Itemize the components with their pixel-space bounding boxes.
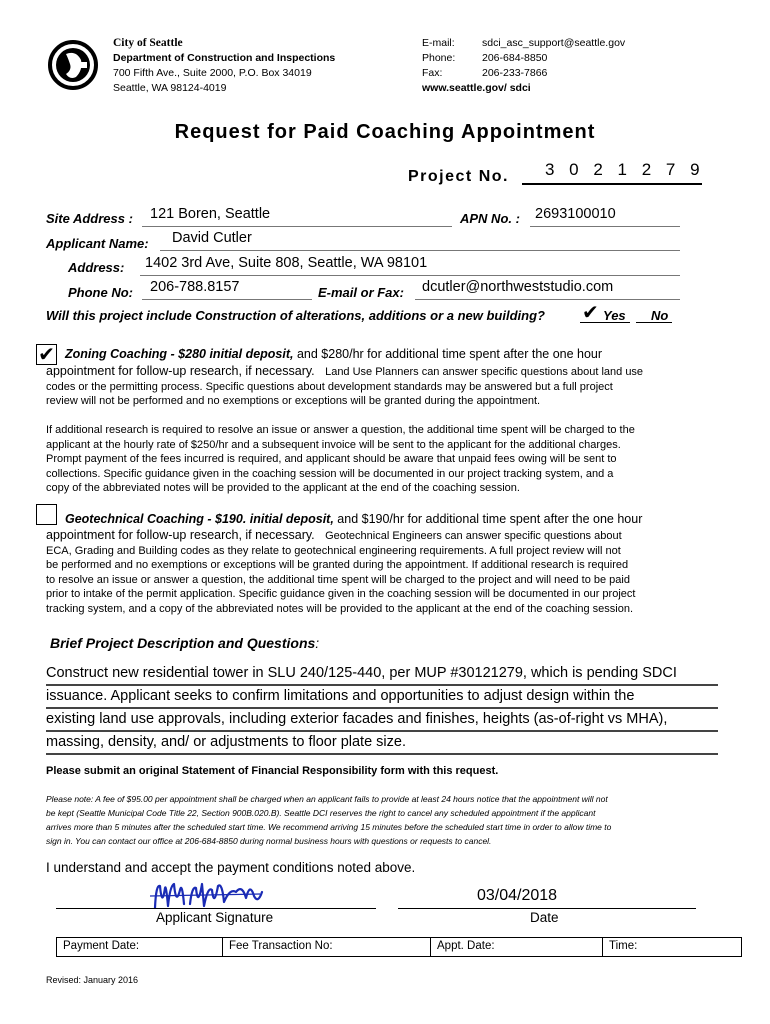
project-no-underline [522, 183, 702, 185]
site-address-label: Site Address : [46, 211, 133, 226]
construction-question: Will this project include Construction of alterations, additions or a new building? [46, 308, 545, 323]
yes-option[interactable]: Yes [603, 308, 626, 323]
geotech-checkbox[interactable] [36, 504, 57, 525]
signature-line [56, 908, 376, 909]
address-field[interactable]: 1402 3rd Ave, Suite 808, Seattle, WA 98101 [145, 255, 428, 271]
payment-date-cell[interactable]: Payment Date: [57, 938, 223, 956]
phone-no-field[interactable]: 206-788.8157 [150, 279, 240, 295]
time-cell[interactable]: Time: [609, 940, 638, 952]
site-address-field[interactable]: 121 Boren, Seattle [150, 206, 271, 222]
applicant-name-underline [160, 250, 680, 251]
description-field[interactable] [46, 663, 718, 755]
geotech-description: appointment for follow-up research, if necessary. Geotechnical Engineers can answer specific questions about ECA, Grading and Building codes as they relate to geotechnical engineering requirements. A full project review will not be performed and no exemptions or exceptions will be granted during the appointment. If additional research is required to resolve an issue or answer a question, the additional time spent will be charged to the project and will need to be paid prior to intake of the permit application. Specific guidance given in the coaching session will be documented in our project tracking system, and a copy of the abbreviated notes will be provided to the applicant at the end of the coaching session. [46, 528, 636, 615]
fee-note: Please note: A fee of $95.00 per appointment shall be charged when an applicant fails to provide at least 24 hours notice that the appointment will not be kept (Seattle Municipal Code Title 22, Section 900B.020.B). Seattle DCI reserves the right to cancel any scheduled appointment if the applicant arrives more than 5 minutes after the scheduled start time. We recommend arriving 15 minutes before the scheduled start time in order to allow time to sign in. You can contact our office at 206-684-8850 during normal business hours with questions or requests to cancel. [46, 794, 612, 846]
zoning-checkbox[interactable] [36, 344, 57, 365]
applicant-name-label: Applicant Name: [46, 236, 149, 251]
phone-label: Phone: [422, 52, 456, 64]
applicant-name-field[interactable]: David Cutler [172, 230, 252, 246]
contact-block [422, 36, 625, 96]
email-label: E-mail: [422, 37, 455, 49]
org-city-zip: Seattle, WA 98124-4019 [113, 82, 227, 94]
revised-footer: Revised: January 2016 [46, 975, 139, 985]
fax-label: Fax: [422, 67, 443, 79]
apn-underline [530, 226, 680, 227]
applicant-signature-label: Applicant Signature [156, 910, 274, 925]
accept-statement: I understand and accept the payment conditions noted above. [46, 860, 416, 875]
geotech-title-rest: and $190/hr for additional time spent after the one hour [333, 512, 643, 526]
date-line [398, 908, 696, 909]
phone-value: 206-684-8850 [482, 52, 548, 64]
apn-label: APN No. : [460, 211, 520, 226]
email-fax-field[interactable]: dcutler@northweststudio.com [422, 279, 614, 295]
org-block [113, 36, 335, 96]
project-no-field[interactable]: 3 0 2 1 2 7 9 [545, 160, 705, 179]
project-no-label: Project No. [408, 168, 509, 185]
site-address-underline [142, 226, 452, 227]
no-underline [636, 322, 672, 323]
appt-date-cell[interactable]: Appt. Date: [431, 938, 603, 956]
date-label: Date [530, 910, 559, 925]
form-title: Request for Paid Coaching Appointment [174, 121, 596, 143]
signature-date-field[interactable]: 03/04/2018 [477, 887, 558, 904]
website-link[interactable]: www.seattle.gov/ sdci [422, 82, 531, 94]
zoning-additional-research: If additional research is required to resolve an issue or answer a question, the additional time spent will be charged to the applicant at the hourly rate of $250/hr and a subsequent invoice will be sent to the applicant for the additional charges. Prompt payment of the fees incurred is required, and applicant should be aware that unpaid fees owing will be sent to collections. Specific guidance given in the coaching session will be documented in our project tracking system, and a copy of the abbreviated notes will be provided to the applicant at the end of the coaching session. [46, 424, 635, 495]
address-label: Address: [68, 260, 125, 275]
apn-field[interactable]: 2693100010 [535, 206, 616, 222]
fee-transaction-cell[interactable]: Fee Transaction No: [223, 938, 431, 956]
description-line-3: existing land use approvals, including exterior facades and finishes, heights (as-of-right vs MHA), [46, 709, 718, 732]
phone-no-underline [142, 299, 312, 300]
no-option[interactable]: No [651, 308, 669, 323]
zoning-check-icon: ✔ [38, 344, 55, 366]
org-department: Department of Construction and Inspections [113, 52, 336, 64]
org-city: City of Seattle [113, 37, 183, 49]
email-value[interactable]: sdci_asc_support@seattle.gov [482, 37, 626, 49]
seattle-logo-icon [48, 40, 98, 90]
submit-note: Please submit an original Statement of Financial Responsibility form with this request. [46, 765, 499, 777]
office-use-table [56, 937, 742, 957]
description-line-4: massing, density, and/ or adjustments to floor plate size. [46, 732, 718, 755]
email-fax-label: E-mail or Fax: [318, 285, 404, 300]
zoning-title-line [65, 347, 602, 361]
geotech-title-line [65, 512, 642, 526]
description-heading: Brief Project Description and Questions: [50, 635, 320, 651]
email-fax-underline [415, 299, 680, 300]
phone-no-label: Phone No: [68, 285, 133, 300]
yes-underline [580, 322, 630, 323]
zoning-title: Zoning Coaching - $280 initial deposit, [65, 347, 294, 361]
org-address: 700 Fifth Ave., Suite 2000, P.O. Box 34019 [113, 67, 312, 79]
description-line-2: issuance. Applicant seeks to confirm limitations and opportunities to adjust design within the [46, 686, 718, 709]
address-underline [140, 275, 680, 276]
yes-check-mark[interactable]: ✔ [582, 302, 599, 324]
zoning-description: appointment for follow-up research, if necessary. Land Use Planners can answer specific questions about land use codes or the permitting process. Specific questions about development standards may be answered but a full project review will not be performed and no exemptions or exceptions will be granted during the appointment. [46, 364, 644, 408]
geotech-title: Geotechnical Coaching - $190. initial deposit, [65, 512, 334, 526]
zoning-title-rest: and $280/hr for additional time spent after the one hour [293, 347, 603, 361]
description-line-1: Construct new residential tower in SLU 240/125-440, per MUP #30121279, which is pending SDCI [46, 663, 718, 686]
fax-value: 206-233-7866 [482, 67, 548, 79]
